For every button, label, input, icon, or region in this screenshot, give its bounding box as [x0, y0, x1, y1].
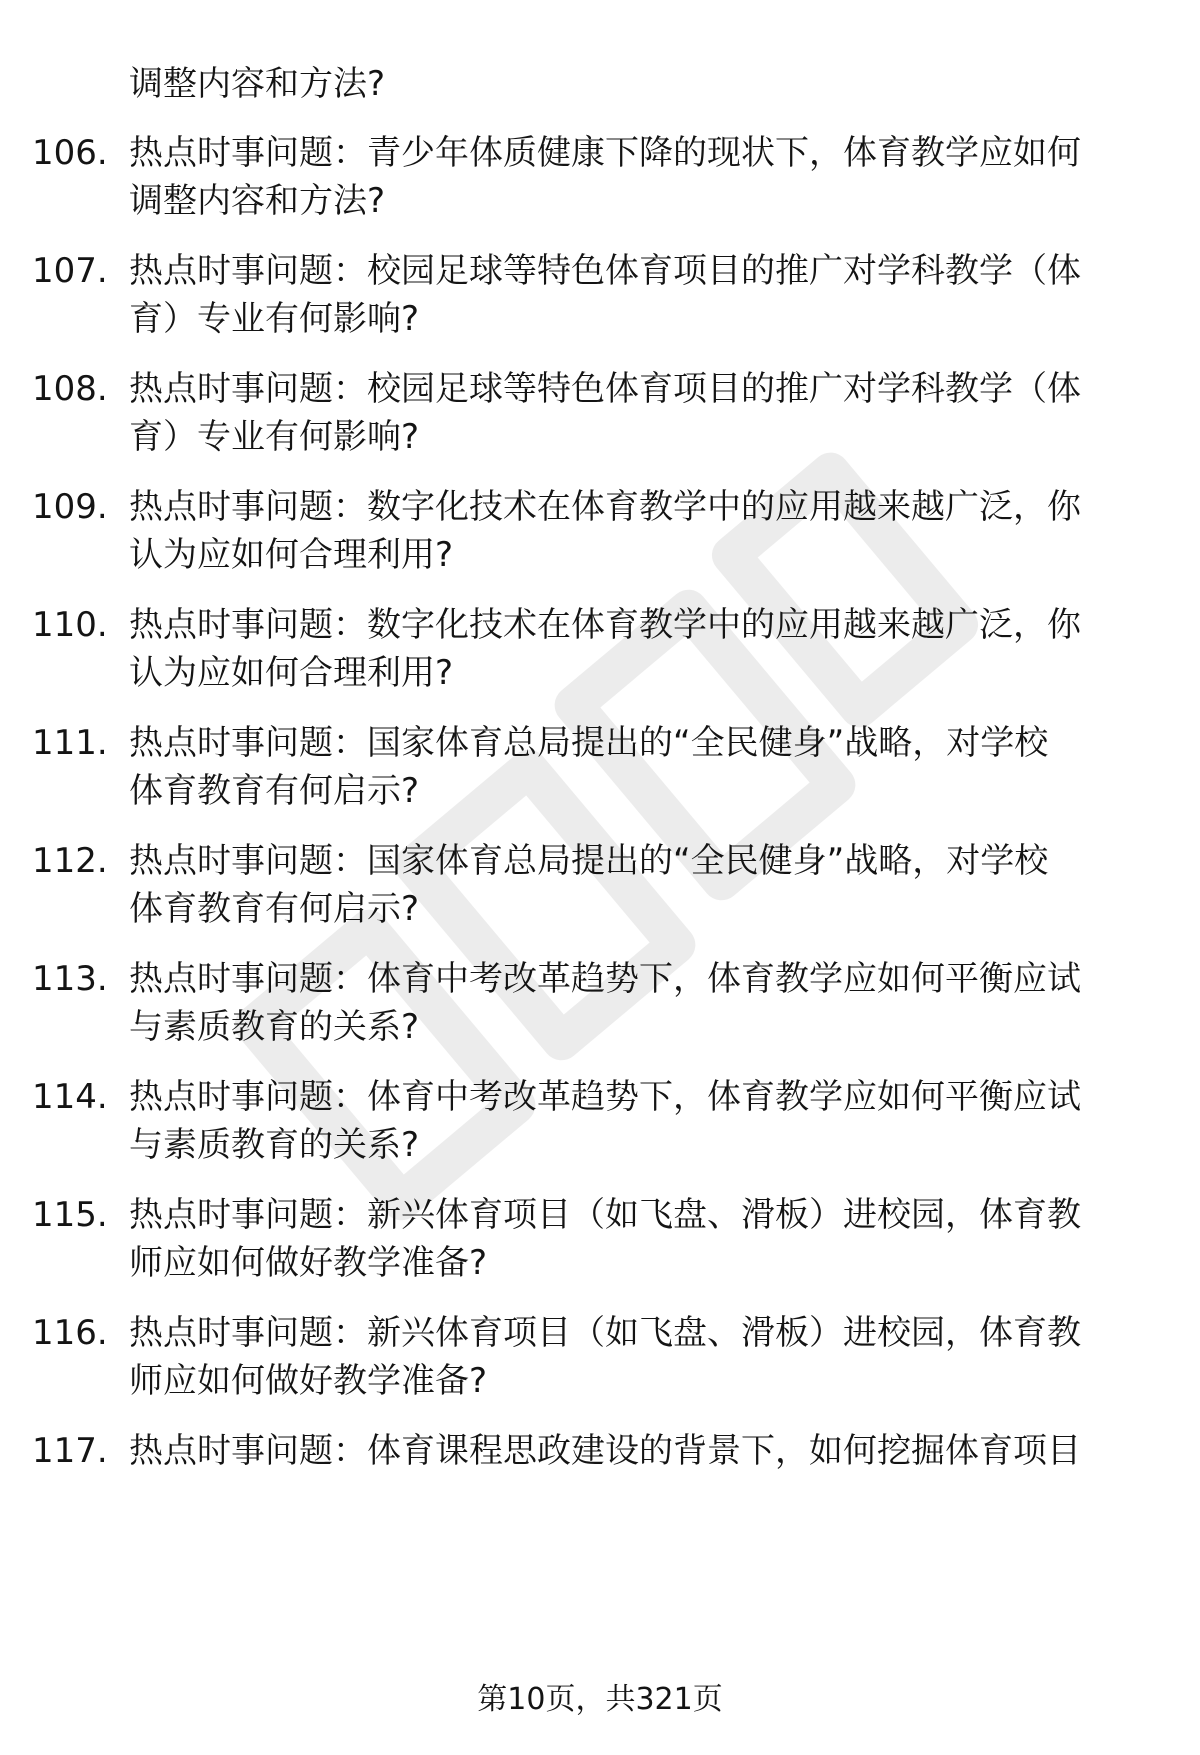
question-line: 热点时事问题：新兴体育项目（如飞盘、滑板）进校园，体育教 [129, 1313, 1081, 1353]
question-number: 112. [32, 841, 108, 881]
question-line: 认为应如何合理利用? [129, 653, 454, 693]
question-line: 育）专业有何影响? [129, 299, 420, 339]
question-line: 调整内容和方法? [129, 181, 386, 221]
question-number: 109. [32, 487, 108, 527]
question-line: 与素质教育的关系? [129, 1007, 420, 1047]
question-line: 师应如何做好教学准备? [129, 1243, 488, 1283]
question-number: 110. [32, 605, 108, 645]
question-text [129, 483, 1139, 579]
question-text [129, 837, 1139, 933]
question-number: 106. [32, 133, 108, 173]
question-text [129, 1073, 1139, 1169]
question-line: 热点时事问题：体育课程思政建设的背景下，如何挖掘体育项目 [129, 1431, 1081, 1471]
question-line: 认为应如何合理利用? [129, 535, 454, 575]
question-text [129, 719, 1139, 815]
question-text [129, 1427, 1139, 1475]
question-number: 114. [32, 1077, 108, 1117]
question-line: 热点时事问题：数字化技术在体育教学中的应用越来越广泛，你 [129, 605, 1081, 645]
question-text [129, 601, 1139, 697]
question-number: 117. [32, 1431, 108, 1471]
question-text [129, 1191, 1139, 1287]
question-text [129, 129, 1139, 225]
question-line: 热点时事问题：青少年体质健康下降的现状下，体育教学应如何 [129, 133, 1081, 173]
question-number: 116. [32, 1313, 108, 1353]
continuation-line: 调整内容和方法? [129, 64, 386, 104]
question-line: 热点时事问题：校园足球等特色体育项目的推广对学科教学（体 [129, 251, 1081, 291]
question-number: 108. [32, 369, 108, 409]
question-line: 热点时事问题：校园足球等特色体育项目的推广对学科教学（体 [129, 369, 1081, 409]
question-text [129, 955, 1139, 1051]
question-line: 热点时事问题：国家体育总局提出的“全民健身”战略，对学校 [129, 723, 1049, 763]
question-line: 热点时事问题：新兴体育项目（如飞盘、滑板）进校园，体育教 [129, 1195, 1081, 1235]
question-line: 师应如何做好教学准备? [129, 1361, 488, 1401]
question-line: 育）专业有何影响? [129, 417, 420, 457]
question-line: 体育教育有何启示? [129, 771, 420, 811]
question-line: 热点时事问题：国家体育总局提出的“全民健身”战略，对学校 [129, 841, 1049, 881]
question-line: 热点时事问题：体育中考改革趋势下，体育教学应如何平衡应试 [129, 1077, 1081, 1117]
question-number: 113. [32, 959, 108, 999]
question-number: 111. [32, 723, 108, 763]
page-footer: 第10页，共321页 [477, 1682, 723, 1717]
question-number: 107. [32, 251, 108, 291]
question-line: 体育教育有何启示? [129, 889, 420, 929]
question-text [129, 1309, 1139, 1405]
question-text [129, 247, 1139, 343]
question-number: 115. [32, 1195, 108, 1235]
question-line: 热点时事问题：体育中考改革趋势下，体育教学应如何平衡应试 [129, 959, 1081, 999]
question-line: 与素质教育的关系? [129, 1125, 420, 1165]
question-text [129, 365, 1139, 461]
question-line: 热点时事问题：数字化技术在体育教学中的应用越来越广泛，你 [129, 487, 1081, 527]
